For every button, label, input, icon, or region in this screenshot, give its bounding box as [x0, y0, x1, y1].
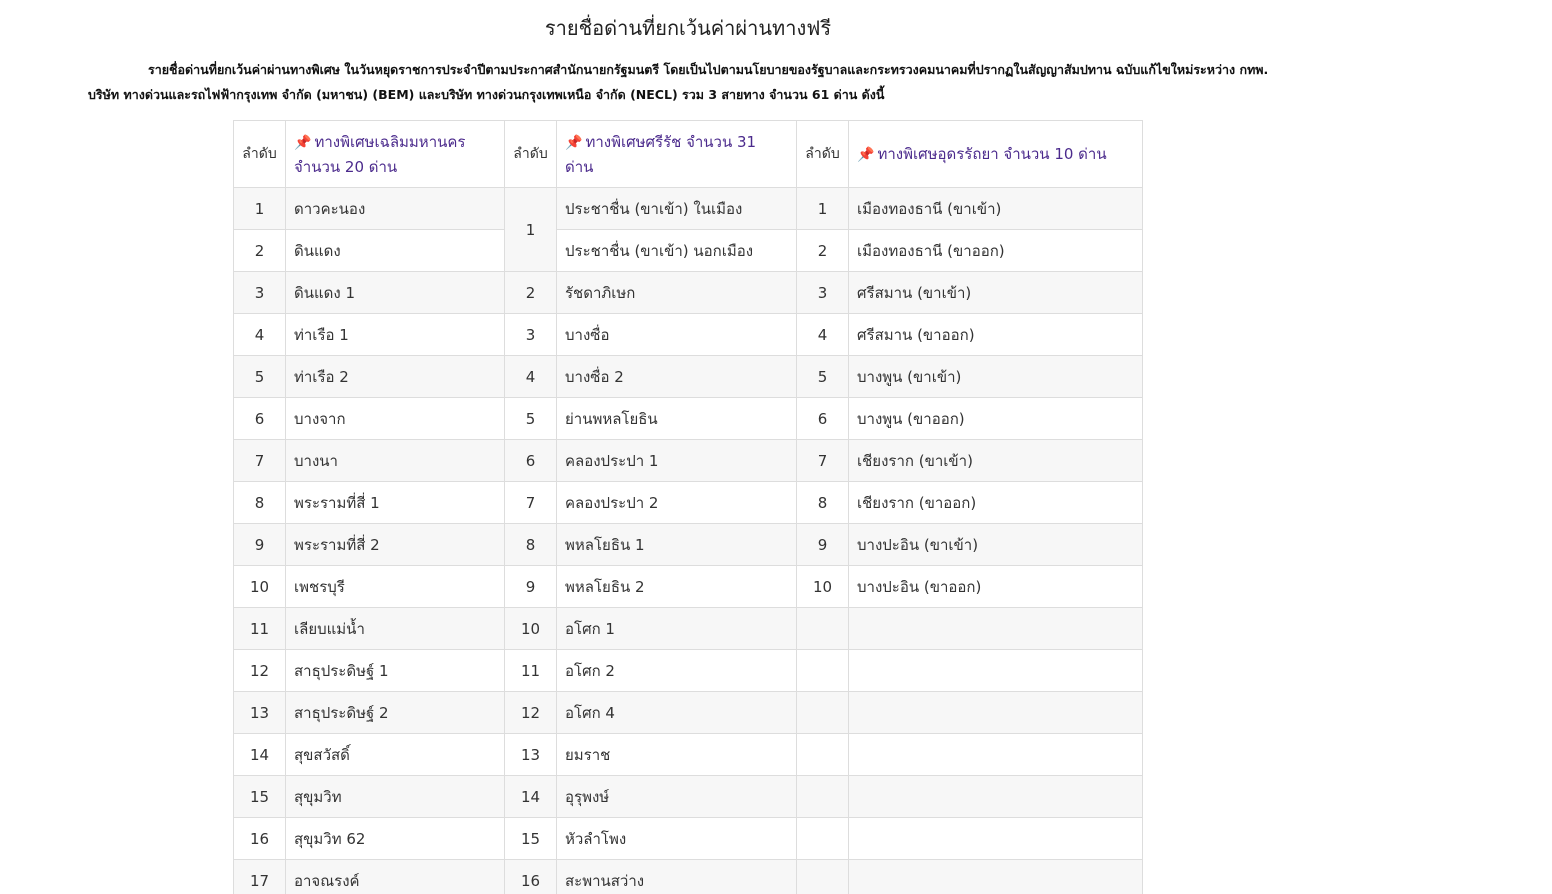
index-cell-udon-rattaya: 2: [797, 230, 849, 272]
booth-cell-sirat: พหลโยธิน 1: [557, 524, 797, 566]
booth-cell-sirat: อโศก 2: [557, 650, 797, 692]
booth-cell-sirat: ยมราช: [557, 734, 797, 776]
booth-cell-udon-rattaya: บางปะอิน (ขาออก): [849, 566, 1143, 608]
route-header-label: ทางพิเศษศรีรัช จำนวน 31 ด่าน: [565, 132, 757, 176]
index-cell-sirat: 13: [505, 734, 557, 776]
index-cell-udon-rattaya: [797, 776, 849, 818]
booth-cell-chaloem: สุขสวัสดิ์: [286, 734, 505, 776]
table-row: [234, 860, 1143, 894]
booth-cell-sirat: บางซื่อ: [557, 314, 797, 356]
booth-cell-udon-rattaya: ศรีสมาน (ขาออก): [849, 314, 1143, 356]
toll-booth-table: [233, 120, 1143, 894]
booth-cell-chaloem: บางนา: [286, 440, 505, 482]
index-cell-udon-rattaya: 1: [797, 188, 849, 230]
index-cell-sirat: 6: [505, 440, 557, 482]
index-cell-udon-rattaya: 9: [797, 524, 849, 566]
booth-cell-sirat: คลองประปา 1: [557, 440, 797, 482]
table-row: [234, 524, 1143, 566]
pin-icon: 📌: [294, 134, 312, 151]
booth-cell-sirat: อุรุพงษ์: [557, 776, 797, 818]
booth-cell-chaloem: ดินแดง: [286, 230, 505, 272]
index-header: ลำดับ: [234, 121, 286, 188]
index-cell-sirat: 3: [505, 314, 557, 356]
index-cell-udon-rattaya: [797, 818, 849, 860]
booth-cell-udon-rattaya: บางปะอิน (ขาเข้า): [849, 524, 1143, 566]
booth-cell-chaloem: พระรามที่สี่ 2: [286, 524, 505, 566]
booth-cell-sirat: รัชดาภิเษก: [557, 272, 797, 314]
booth-cell-sirat: สะพานสว่าง: [557, 860, 797, 894]
intro-paragraph: [88, 57, 1318, 107]
index-cell-sirat: 2: [505, 272, 557, 314]
booth-cell-sirat: อโศก 1: [557, 608, 797, 650]
table-row: [234, 692, 1143, 734]
index-cell-chaloem: 8: [234, 482, 286, 524]
table-row: [234, 314, 1143, 356]
index-cell-udon-rattaya: 4: [797, 314, 849, 356]
index-cell-udon-rattaya: [797, 860, 849, 894]
booth-cell-udon-rattaya: บางพูน (ขาออก): [849, 398, 1143, 440]
index-cell-chaloem: 16: [234, 818, 286, 860]
booth-cell-udon-rattaya: เชียงราก (ขาเข้า): [849, 440, 1143, 482]
index-cell-sirat: 10: [505, 608, 557, 650]
table-row: [234, 650, 1143, 692]
pin-icon: 📌: [565, 134, 583, 151]
index-cell-sirat: 12: [505, 692, 557, 734]
table-row: [234, 608, 1143, 650]
index-cell-sirat: 5: [505, 398, 557, 440]
index-cell-chaloem: 12: [234, 650, 286, 692]
intro-line-1: รายชื่อด่านที่ยกเว้นค่าผ่านทางพิเศษ ในวันหยุดราชการประจำปีตามประกาศสำนักนายกรัฐมนตรี โดยเป็นไปตามนโยบายของรัฐบาลและกระทรวงคมนาคมที่ปรากฏในสัญญาสัมปทาน ฉบับแก้ไขใหม่ระหว่าง กทพ.: [148, 62, 1269, 77]
table-row: [234, 230, 1143, 272]
booth-cell-chaloem: ดาวคะนอง: [286, 188, 505, 230]
booth-cell-chaloem: ท่าเรือ 1: [286, 314, 505, 356]
booth-cell-udon-rattaya: เชียงราก (ขาออก): [849, 482, 1143, 524]
index-cell-chaloem: 1: [234, 188, 286, 230]
intro-line-2: บริษัท ทางด่วนและรถไฟฟ้ากรุงเทพ จำกัด (มหาชน) (BEM) และบริษัท ทางด่วนกรุงเทพเหนือ จำกัด (NECL) รวม 3 สายทาง จำนวน 61 ด่าน ดังนี้: [88, 87, 885, 102]
booth-cell-chaloem: สาธุประดิษฐ์ 1: [286, 650, 505, 692]
index-header: ลำดับ: [797, 121, 849, 188]
booth-cell-chaloem: อาจณรงค์: [286, 860, 505, 894]
booth-cell-chaloem: ดินแดง 1: [286, 272, 505, 314]
index-cell-sirat: 16: [505, 860, 557, 894]
table-row: [234, 734, 1143, 776]
index-cell-sirat: 14: [505, 776, 557, 818]
table-row: [234, 398, 1143, 440]
index-cell-udon-rattaya: 6: [797, 398, 849, 440]
index-cell-chaloem: 4: [234, 314, 286, 356]
booth-cell-chaloem: สาธุประดิษฐ์ 2: [286, 692, 505, 734]
booth-cell-chaloem: ท่าเรือ 2: [286, 356, 505, 398]
table-row: [234, 776, 1143, 818]
table-row: [234, 482, 1143, 524]
index-cell-chaloem: 10: [234, 566, 286, 608]
booth-cell-chaloem: พระรามที่สี่ 1: [286, 482, 505, 524]
table-row: [234, 818, 1143, 860]
index-cell-sirat: 4: [505, 356, 557, 398]
index-cell-chaloem: 9: [234, 524, 286, 566]
booth-cell-sirat: พหลโยธิน 2: [557, 566, 797, 608]
booth-cell-udon-rattaya: ศรีสมาน (ขาเข้า): [849, 272, 1143, 314]
booth-cell-sirat: ประชาชื่น (ขาเข้า) ในเมือง: [557, 188, 797, 230]
index-header: ลำดับ: [505, 121, 557, 188]
index-cell-chaloem: 2: [234, 230, 286, 272]
table-row: [234, 188, 1143, 230]
index-cell-chaloem: 7: [234, 440, 286, 482]
table-row: [234, 272, 1143, 314]
table-row: [234, 356, 1143, 398]
booth-cell-udon-rattaya: [849, 776, 1143, 818]
booth-cell-udon-rattaya: [849, 608, 1143, 650]
pin-icon: 📌: [857, 146, 875, 163]
booth-cell-udon-rattaya: เมืองทองธานี (ขาเข้า): [849, 188, 1143, 230]
index-cell-sirat: 1: [505, 188, 557, 272]
booth-cell-sirat: คลองประปา 2: [557, 482, 797, 524]
index-cell-chaloem: 15: [234, 776, 286, 818]
index-cell-udon-rattaya: 10: [797, 566, 849, 608]
booth-cell-udon-rattaya: [849, 860, 1143, 894]
booth-cell-udon-rattaya: เมืองทองธานี (ขาออก): [849, 230, 1143, 272]
table-body: [234, 188, 1143, 894]
index-cell-udon-rattaya: [797, 734, 849, 776]
index-cell-sirat: 7: [505, 482, 557, 524]
booth-cell-chaloem: เพชรบุรี: [286, 566, 505, 608]
booth-cell-chaloem: สุขุมวิท: [286, 776, 505, 818]
booth-cell-sirat: อโศก 4: [557, 692, 797, 734]
index-cell-udon-rattaya: [797, 608, 849, 650]
booth-cell-chaloem: สุขุมวิท 62: [286, 818, 505, 860]
table-row: [234, 566, 1143, 608]
route-header-udon-rattaya: [849, 121, 1143, 188]
index-cell-chaloem: 5: [234, 356, 286, 398]
index-cell-sirat: 15: [505, 818, 557, 860]
booth-cell-chaloem: เลียบแม่น้ำ: [286, 608, 505, 650]
index-cell-chaloem: 14: [234, 734, 286, 776]
route-header-chaloem: [286, 121, 505, 188]
table-row: [234, 440, 1143, 482]
booth-cell-sirat: ประชาชื่น (ขาเข้า) นอกเมือง: [557, 230, 797, 272]
booth-cell-sirat: ย่านพหลโยธิน: [557, 398, 797, 440]
booth-cell-udon-rattaya: [849, 650, 1143, 692]
route-header-label: ทางพิเศษอุดรรัถยา จำนวน 10 ด่าน: [877, 144, 1107, 163]
booth-cell-udon-rattaya: [849, 734, 1143, 776]
booth-cell-udon-rattaya: [849, 692, 1143, 734]
index-cell-udon-rattaya: [797, 650, 849, 692]
index-cell-udon-rattaya: 8: [797, 482, 849, 524]
route-header-sirat: [557, 121, 797, 188]
index-cell-chaloem: 17: [234, 860, 286, 894]
route-header-label: ทางพิเศษเฉลิมมหานคร จำนวน 20 ด่าน: [294, 132, 466, 176]
index-cell-udon-rattaya: [797, 692, 849, 734]
table-header-row: [234, 121, 1143, 188]
index-cell-udon-rattaya: 7: [797, 440, 849, 482]
booth-cell-udon-rattaya: [849, 818, 1143, 860]
index-cell-sirat: 9: [505, 566, 557, 608]
booth-cell-chaloem: บางจาก: [286, 398, 505, 440]
index-cell-chaloem: 13: [234, 692, 286, 734]
booth-cell-sirat: บางซื่อ 2: [557, 356, 797, 398]
index-cell-udon-rattaya: 3: [797, 272, 849, 314]
booth-cell-sirat: หัวลำโพง: [557, 818, 797, 860]
index-cell-chaloem: 6: [234, 398, 286, 440]
index-cell-chaloem: 11: [234, 608, 286, 650]
page-title: รายชื่อด่านที่ยกเว้นค่าผ่านทางฟรี: [544, 16, 832, 40]
index-cell-udon-rattaya: 5: [797, 356, 849, 398]
booth-cell-udon-rattaya: บางพูน (ขาเข้า): [849, 356, 1143, 398]
index-cell-chaloem: 3: [234, 272, 286, 314]
index-cell-sirat: 11: [505, 650, 557, 692]
index-cell-sirat: 8: [505, 524, 557, 566]
